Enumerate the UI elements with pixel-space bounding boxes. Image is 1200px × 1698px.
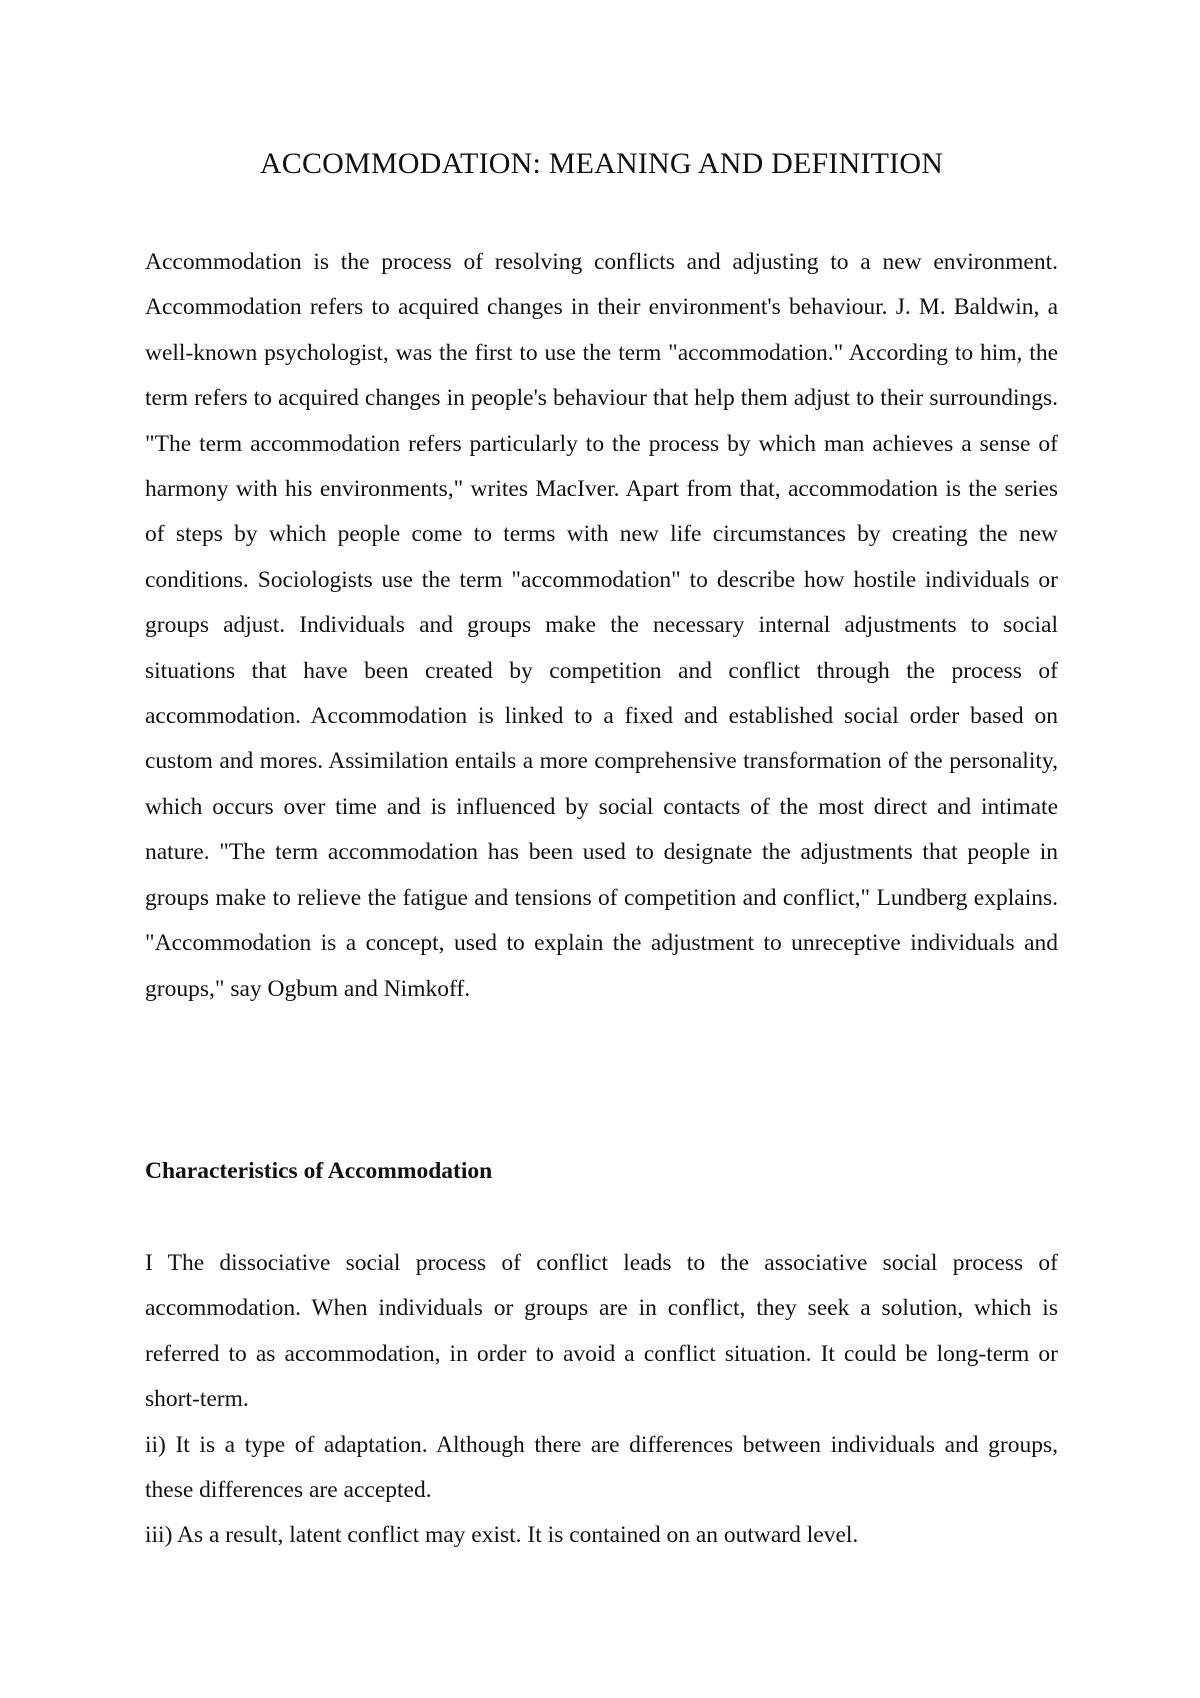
characteristic-item: ii) It is a type of adaptation. Although there are differences between individuals and groups, these differences are accepted. xyxy=(145,1431,1058,1504)
characteristics-list xyxy=(145,1241,1058,1559)
characteristic-item: I The dissociative social process of conflict leads to the associative social process of accommodation. When individuals or groups are in conflict, they seek a solution, which is referred to as accommodation, in order to avoid a conflict situation. It could be long-term or short-term. xyxy=(145,1250,1058,1413)
intro-paragraph: Accommodation is the process of resolving conflicts and adjusting to a new environment. Accommodation refers to acquired changes in their environment's behaviour. J. M. Baldwin, a well-known psychologist, was the first to use the term "accommodation." According to him, the term refers to acquired changes in people's behaviour that help them adjust to their surroundings. "The term accommodation refers particularly to the process by which man achieves a sense of harmony with his environments," writes MacIver. Apart from that, accommodation is the series of steps by which people come to terms with new life circumstances by creating the new conditions. Sociologists use the term "accommodation" to describe how hostile individuals or groups adjust. Individuals and groups make the necessary internal adjustments to social situations that have been created by competition and conflict through the process of accommodation. Accommodation is linked to a fixed and established social order based on custom and mores. Assimilation entails a more comprehensive transformation of the personality, which occurs over time and is influenced by social contacts of the most direct and intimate nature. "The term accommodation has been used to designate the adjustments that people in groups make to relieve the fatigue and tensions of competition and conflict," Lundberg explains. "Accommodation is a concept, used to explain the adjustment to unreceptive individuals and groups," say Ogbum and Nimkoff. xyxy=(145,249,1058,1002)
section-heading: Characteristics of Accommodation xyxy=(145,1158,493,1184)
document-title: ACCOMMODATION: MEANING AND DEFINITION xyxy=(259,147,944,180)
characteristic-item: iii) As a result, latent conflict may exist. It is contained on an outward level. xyxy=(145,1522,859,1549)
